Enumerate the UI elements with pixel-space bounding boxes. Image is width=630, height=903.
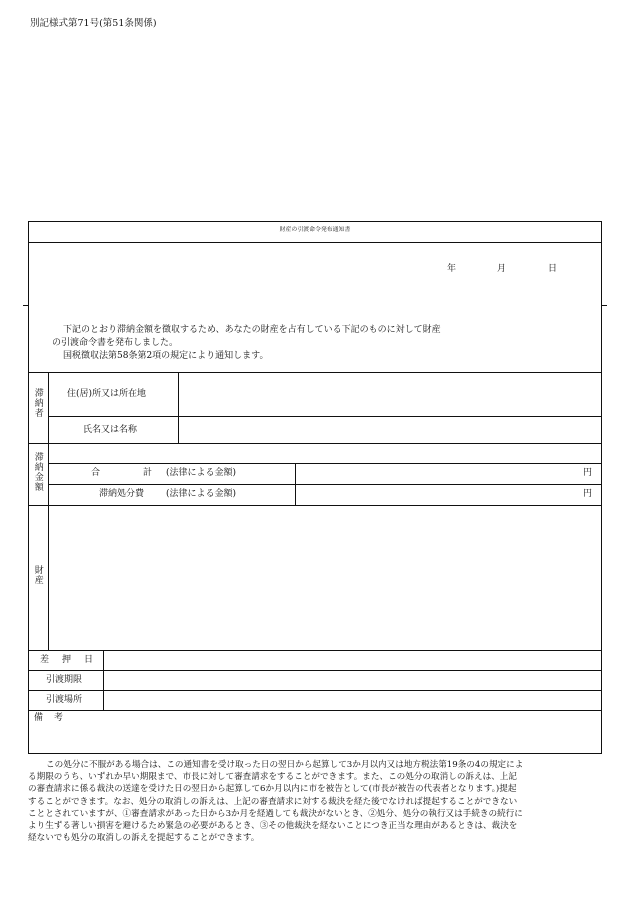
deadline-label: 引渡期限 bbox=[46, 675, 83, 685]
date-day-label: 日 bbox=[548, 264, 558, 274]
notice-form bbox=[28, 221, 602, 754]
section-label-column-1 bbox=[48, 372, 49, 505]
taxpayer-section-label: 滞納者 bbox=[32, 388, 43, 418]
dates-value-column bbox=[103, 650, 104, 710]
place-label: 引渡場所 bbox=[46, 695, 83, 705]
taxpayer-value-column bbox=[178, 372, 179, 443]
fee-currency: 円 bbox=[583, 489, 593, 499]
total-note: (法律による金額) bbox=[166, 468, 237, 478]
intro-line-1: 下記のとおり滞納金額を徴収するため、あなたの財産を占有している下記のものに対して財産 bbox=[63, 325, 441, 335]
seizure-label-c: 日 bbox=[84, 655, 94, 665]
property-section-label: 財産 bbox=[32, 565, 43, 585]
place-bottom bbox=[28, 710, 602, 711]
seizure-label-a: 差 bbox=[40, 655, 50, 665]
address-label: 住(居)所又は所在地 bbox=[67, 389, 147, 399]
fee-note: (法律による金額) bbox=[166, 489, 237, 499]
deadline-bottom bbox=[28, 690, 602, 691]
name-label: 氏名又は名称 bbox=[83, 425, 138, 435]
remarks-label-a: 備 bbox=[34, 713, 44, 723]
amount-bottom bbox=[28, 505, 602, 506]
appeal-notice-line-6: より生ずる著しい損害を避けるため緊急の必要があるとき、③その他裁決を経ないことにつき正当な理由があるときは、裁決を bbox=[28, 821, 518, 832]
amount-divider-2 bbox=[48, 484, 602, 485]
property-bottom bbox=[28, 650, 602, 651]
form-title: 財産の引渡命令発布通知書 bbox=[279, 227, 351, 233]
amount-divider-1 bbox=[48, 463, 602, 464]
amount-section-label: 滞納金額 bbox=[32, 452, 43, 492]
appeal-notice-line-5: こととされていますが、①審査請求があった日から3か月を経過しても裁決がないとき、②処分、処分の執行又は手続きの続行に bbox=[28, 808, 523, 819]
title-divider bbox=[28, 242, 602, 243]
total-label-b: 計 bbox=[143, 468, 153, 478]
intro-line-2: の引渡命令書を発布しました。 bbox=[52, 338, 179, 348]
total-label-a: 合 bbox=[91, 468, 101, 478]
amount-value-column bbox=[295, 463, 296, 505]
seizure-label-b: 押 bbox=[62, 655, 72, 665]
taxpayer-divider bbox=[48, 416, 602, 417]
fee-label: 滞納処分費 bbox=[99, 489, 145, 499]
date-year-label: 年 bbox=[447, 264, 457, 274]
appeal-notice-line-4: することができます。なお、処分の取消しの訴えは、上記の審査請求に対する裁決を経た後でなければ提起することができない bbox=[28, 796, 518, 807]
form-number: 別記様式第71号(第51条関係) bbox=[30, 18, 157, 29]
appeal-notice bbox=[28, 759, 604, 844]
intro-divider bbox=[28, 372, 602, 373]
appeal-notice-line-7: 経ないでも処分の取消しの訴えを提起することができます。 bbox=[28, 833, 260, 844]
appeal-notice-line-2: る期限のうち、いずれか早い期限まで、市長に対して審査請求をすることができます。また、この処分の取消しの訴えは、上記 bbox=[28, 772, 517, 783]
section-label-column-2 bbox=[48, 505, 49, 650]
remarks-label-b: 考 bbox=[54, 713, 64, 723]
appeal-notice-line-1: この処分に不服がある場合は、この通知書を受け取った日の翌日から起算して3か月以内又は地方税法第19条の4の規定によ bbox=[46, 760, 524, 770]
date-month-label: 月 bbox=[497, 264, 507, 274]
intro-line-3: 国税徴収法第58条第2項の規定により通知します。 bbox=[63, 351, 269, 361]
seizure-bottom bbox=[28, 670, 602, 671]
appeal-notice-line-3: の審査請求に係る裁決の送達を受けた日の翌日から起算して6か月以内に市を被告として(市長が被告の代表者となります。)提起 bbox=[28, 784, 517, 795]
total-currency: 円 bbox=[583, 468, 593, 478]
taxpayer-bottom bbox=[28, 443, 602, 444]
